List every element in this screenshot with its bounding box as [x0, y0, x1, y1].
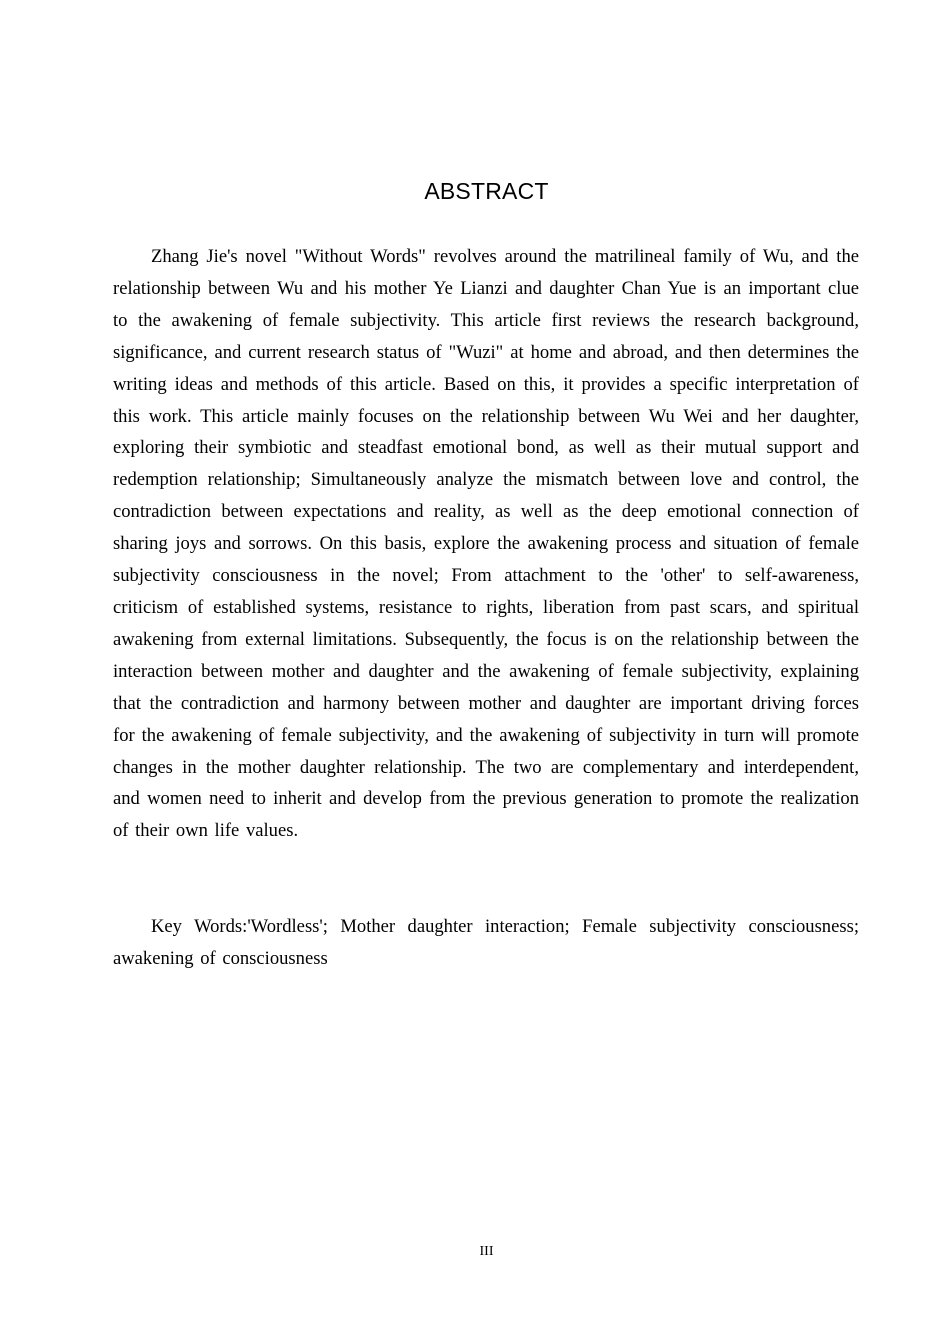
page-number: III	[479, 1244, 494, 1259]
keywords-paragraph: Key Words:'Wordless'; Mother daughter interaction; Female subjectivity consciousness; awakening of consciousness	[113, 916, 859, 969]
abstract-title: ABSTRACT	[424, 178, 549, 204]
abstract-paragraph: Zhang Jie's novel "Without Words" revolves around the matrilineal family of Wu, and the relationship between Wu and his mother Ye Lianzi and daughter Chan Yue is an important clue to the awakening of female subjectivity. This article first reviews the research background, significance, and current research status of "Wuzi" at home and abroad, and then determines the writing ideas and methods of this article. Based on this, it provides a specific interpretation of this work. This article mainly focuses on the relationship between Wu Wei and her daughter, exploring their symbiotic and steadfast emotional bond, as well as their mutual support and redemption relationship; Simultaneously analyze the mismatch between love and control, the contradiction between expectations and reality, as well as the deep emotional connection of sharing joys and sorrows. On this basis, explore the awakening process and situation of female subjectivity consciousness in the novel; From attachment to the 'other' to self-awareness, criticism of established systems, resistance to rights, liberation from past scars, and spiritual awakening from external limitations. Subsequently, the focus is on the relationship between the interaction between mother and daughter and the awakening of female subjectivity, explaining that the contradiction and harmony between mother and daughter are important driving forces for the awakening of female subjectivity, and the awakening of subjectivity in turn will promote changes in the mother daughter relationship. The two are complementary and interdependent, and women need to inherit and develop from the previous generation to promote the realization of their own life values.	[113, 246, 859, 842]
